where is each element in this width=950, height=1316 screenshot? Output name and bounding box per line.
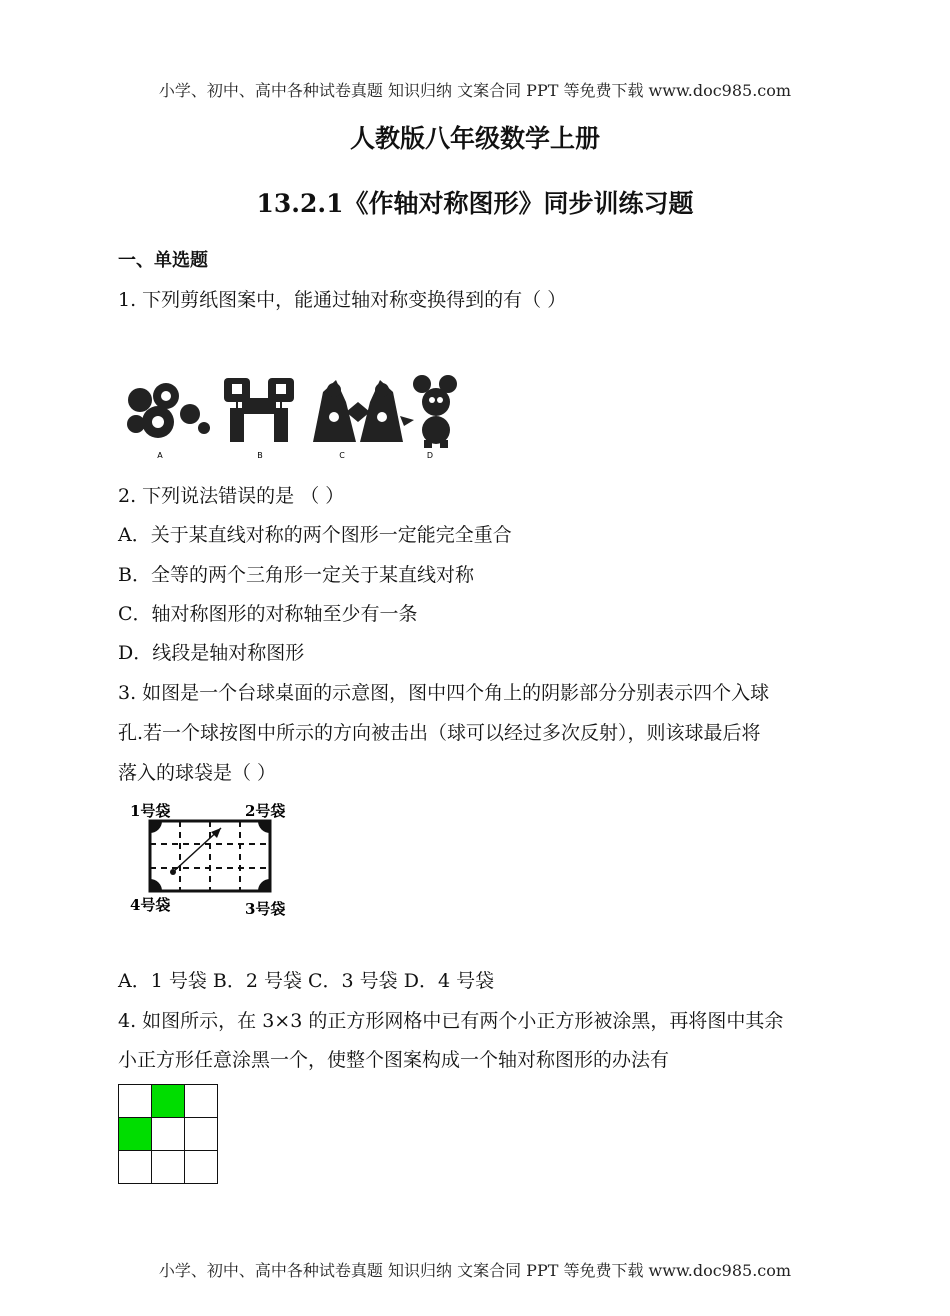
grid-cell xyxy=(119,1118,152,1151)
table-grid xyxy=(150,821,270,891)
billiard-table-figure xyxy=(125,796,305,921)
grid-cell xyxy=(152,1085,185,1118)
page-header: 小学、初中、高中各种试卷真题 知识归纳 文案合同 PPT 等免费下载 www.doc985.com xyxy=(158,81,792,100)
papercut-label-d: D xyxy=(426,451,434,460)
papercut-b-icon xyxy=(224,378,294,442)
q2-option-a: A．关于某直线对称的两个图形一定能完全重合 xyxy=(118,524,512,546)
grid-cell xyxy=(185,1118,218,1151)
pocket-4-icon xyxy=(150,879,162,891)
grid-cell xyxy=(119,1085,152,1118)
pocket-1-label: 1号袋 xyxy=(130,802,171,820)
pocket-3-label: 3号袋 xyxy=(245,900,286,918)
ball-icon xyxy=(170,869,176,875)
section-heading: 一、单选题 xyxy=(118,250,208,271)
papercut-label-b: B xyxy=(257,451,263,460)
grid-cell xyxy=(119,1151,152,1184)
grid-cell xyxy=(152,1118,185,1151)
pocket-2-icon xyxy=(258,821,270,833)
papercut-label-c: C xyxy=(339,451,345,460)
papercut-a-icon xyxy=(127,383,210,438)
q2-text: 2. 下列说法错误的是 （ ） xyxy=(118,485,345,507)
q1-text: 1. 下列剪纸图案中，能通过轴对称变换得到的有（ ） xyxy=(118,289,567,311)
papercut-c-icon xyxy=(313,380,403,442)
q4-line-2: 小正方形任意涂黑一个，使整个图案构成一个轴对称图形的办法有 xyxy=(118,1049,670,1071)
papercut-label-a: A xyxy=(157,451,163,460)
q3-line-2: 孔.若一个球按图中所示的方向被击出（球可以经过多次反射），则该球最后将 xyxy=(118,722,761,744)
q2-option-d: D．线段是轴对称图形 xyxy=(118,642,305,664)
pocket-3-icon xyxy=(258,879,270,891)
q4-line-1: 4. 如图所示，在 3×3 的正方形网格中已有两个小正方形被涂黑，再将图中其余 xyxy=(118,1010,784,1032)
q3-options: A．1 号袋 B．2 号袋 C．3 号袋 D．4 号袋 xyxy=(118,970,495,992)
q3-line-3: 落入的球袋是（ ） xyxy=(118,762,277,784)
pocket-1-icon xyxy=(150,821,162,833)
pocket-2-label: 2号袋 xyxy=(245,802,286,820)
document-subtitle: 13.2.1《作轴对称图形》同步训练习题 xyxy=(256,189,694,218)
grid-cell xyxy=(152,1151,185,1184)
pocket-4-label: 4号袋 xyxy=(130,896,171,914)
q2-option-c: C．轴对称图形的对称轴至少有一条 xyxy=(118,603,418,625)
grid-cell xyxy=(185,1085,218,1118)
q3-line-1: 3. 如图是一个台球桌面的示意图，图中四个角上的阴影部分分别表示四个入球 xyxy=(118,682,770,704)
papercut-figure xyxy=(118,372,458,462)
page-footer: 小学、初中、高中各种试卷真题 知识归纳 文案合同 PPT 等免费下载 www.doc985.com xyxy=(158,1261,792,1280)
document-title: 人教版八年级数学上册 xyxy=(349,124,600,153)
q2-option-b: B．全等的两个三角形一定关于某直线对称 xyxy=(118,564,474,586)
q4-grid-figure xyxy=(118,1084,219,1185)
papercut-d-icon xyxy=(400,375,457,448)
grid-cell xyxy=(185,1151,218,1184)
